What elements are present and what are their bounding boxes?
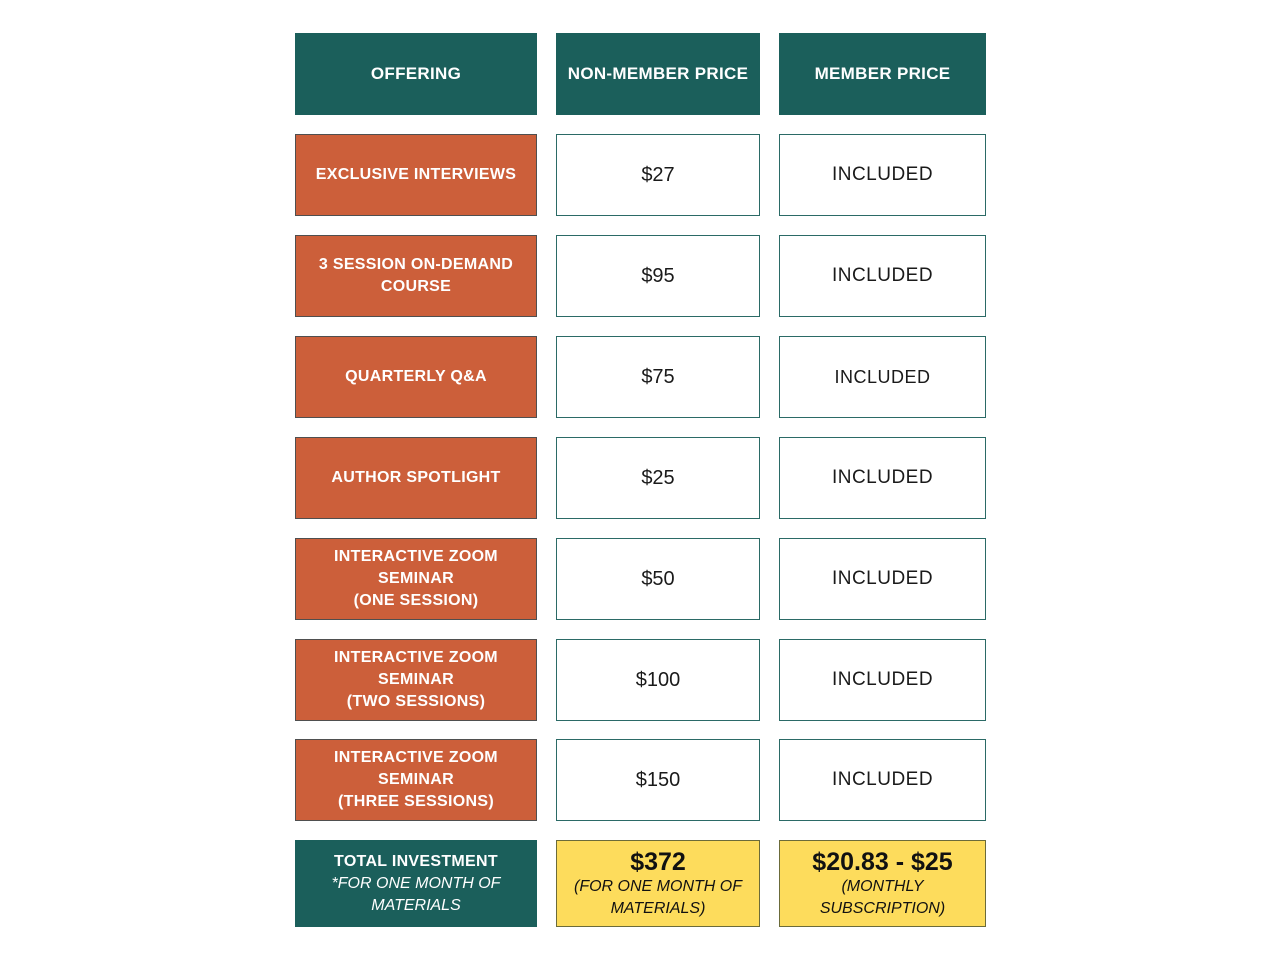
non-member-total-note: (FOR ONE MONTH OF (574, 877, 742, 895)
non-member-total-cell (556, 840, 760, 927)
member-price-cell (779, 538, 986, 620)
offering-label: INTERACTIVE ZOOM (334, 749, 498, 766)
member-price-value: INCLUDED (831, 769, 934, 790)
offering-label: SEMINAR (378, 570, 454, 587)
non-member-price-cell (556, 336, 760, 418)
total-investment-note: MATERIALS (371, 896, 461, 914)
member-price-cell (779, 639, 986, 721)
offering-cell (295, 437, 537, 519)
offering-label: COURSE (380, 278, 452, 295)
offering-label: INTERACTIVE ZOOM (334, 548, 498, 565)
offering-label: QUARTERLY Q&A (345, 368, 487, 385)
member-price-value: INCLUDED (831, 467, 934, 488)
member-total-note: SUBSCRIPTION) (819, 899, 946, 917)
total-investment-cell (295, 840, 537, 927)
offering-cell (295, 134, 537, 216)
offering-label: (ONE SESSION) (353, 592, 479, 609)
member-total-note: (MONTHLY (841, 877, 924, 895)
offering-label: SEMINAR (378, 771, 454, 788)
member-price-cell (779, 437, 986, 519)
non-member-price-cell (556, 235, 760, 317)
header-member-price (779, 33, 986, 115)
offering-label: AUTHOR SPOTLIGHT (331, 469, 501, 486)
member-price-value: INCLUDED (834, 366, 931, 387)
member-price-value: INCLUDED (831, 568, 934, 589)
header-offering (295, 33, 537, 115)
member-price-value: INCLUDED (831, 265, 934, 286)
offering-cell (295, 235, 537, 317)
offering-label: SEMINAR (378, 671, 454, 688)
non-member-price-value: $150 (635, 768, 681, 791)
non-member-total-amount: $372 (630, 847, 686, 876)
offering-label: INTERACTIVE ZOOM (334, 649, 498, 666)
non-member-price-cell (556, 739, 760, 821)
header-member-price-label: MEMBER PRICE (814, 64, 951, 83)
header-non-member-price-label: NON-MEMBER PRICE (567, 64, 749, 83)
offering-label: 3 SESSION ON-DEMAND (318, 256, 514, 273)
offering-label: EXCLUSIVE INTERVIEWS (315, 166, 517, 183)
non-member-total-note: MATERIALS) (610, 899, 706, 917)
non-member-price-cell (556, 437, 760, 519)
offering-cell (295, 739, 537, 821)
non-member-price-value: $95 (641, 264, 675, 287)
non-member-price-value: $100 (635, 668, 681, 691)
header-non-member-price (556, 33, 760, 115)
member-price-cell (779, 134, 986, 216)
non-member-price-cell (556, 538, 760, 620)
offering-label: (THREE SESSIONS) (338, 793, 494, 810)
non-member-price-cell (556, 639, 760, 721)
non-member-price-value: $50 (641, 567, 675, 590)
non-member-price-value: $25 (641, 466, 675, 489)
member-price-cell (779, 739, 986, 821)
member-price-cell (779, 235, 986, 317)
non-member-price-value: $75 (641, 365, 675, 388)
total-investment-note: *FOR ONE MONTH OF (331, 874, 501, 892)
header-offering-label: OFFERING (370, 64, 462, 83)
member-price-value: INCLUDED (831, 669, 934, 690)
member-total-cell (779, 840, 986, 927)
member-price-cell (779, 336, 986, 418)
offering-cell (295, 538, 537, 620)
member-price-value: INCLUDED (831, 164, 934, 185)
member-total-amount: $20.83 - $25 (812, 847, 953, 876)
offering-cell (295, 639, 537, 721)
offering-label: (TWO SESSIONS) (346, 693, 486, 710)
total-investment-label: TOTAL INVESTMENT (334, 852, 498, 870)
offering-cell (295, 336, 537, 418)
non-member-price-value: $27 (641, 163, 675, 186)
non-member-price-cell (556, 134, 760, 216)
